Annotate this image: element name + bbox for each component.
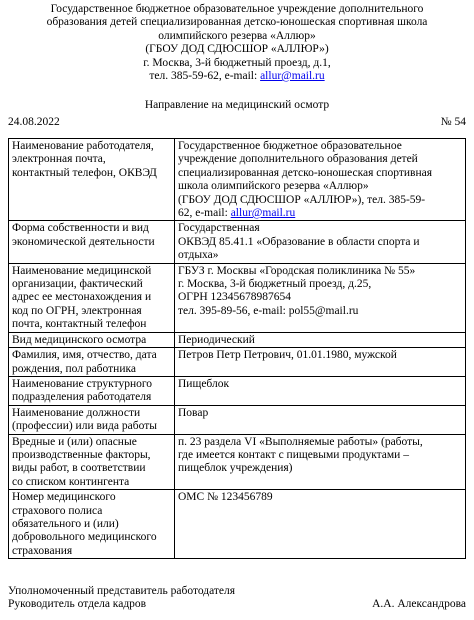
- value-line: Государственное бюджетное образовательное: [178, 140, 402, 152]
- value-line: учреждение дополнительного образования детей: [178, 153, 418, 166]
- value-line: Государственная: [178, 222, 260, 235]
- referral-table: [8, 138, 466, 559]
- value-line: школа олимпийского резерва «Аллюр»: [178, 180, 369, 193]
- row-value: [175, 434, 466, 490]
- value-line: Повар: [178, 406, 209, 419]
- label-line: производственные факторы,: [12, 448, 151, 461]
- value-line: г. Москва, 3-й бюджетный проезд, д.25,: [178, 278, 372, 291]
- label-line: Фамилия, имя, отчество, дата: [12, 349, 157, 362]
- label-line: рождения, пол работника: [12, 362, 136, 375]
- table-row: [9, 263, 466, 332]
- label-line: контактный телефон, ОКВЭД: [12, 166, 157, 179]
- organization-header: [8, 3, 466, 83]
- value-line: ОМС № 123456789: [178, 491, 273, 504]
- label-line: страхового полиса: [12, 504, 103, 517]
- label-line: подразделения работодателя: [12, 391, 152, 404]
- table-row: [9, 139, 466, 221]
- row-value: [175, 376, 466, 405]
- value-line: п. 23 раздела VI «Выполняемые работы» (работы,: [178, 435, 423, 448]
- label-line: Наименование должности: [12, 406, 141, 419]
- signature-block: [8, 585, 466, 612]
- header-line: (ГБОУ ДОД СДЮСШОР «АЛЛЮР»): [145, 43, 329, 56]
- row-value: [175, 221, 466, 263]
- document-number: № 54: [440, 116, 466, 128]
- row-label: [9, 139, 175, 221]
- row-value: [175, 332, 466, 347]
- label-line: электронная почта,: [12, 153, 106, 166]
- label-line: со списком контингента: [12, 475, 130, 488]
- row-label: [9, 348, 175, 377]
- label-line: виды работ, в соответствии: [12, 462, 146, 475]
- value-line: Петров Петр Петрович, 01.01.1980, мужской: [178, 349, 397, 362]
- value-line: ОКВЭД 85.41.1 «Образование в области спорта и: [178, 235, 420, 248]
- label-line: Наименование работодателя,: [12, 140, 154, 152]
- row-label: [9, 434, 175, 490]
- header-contact-line: [8, 70, 466, 83]
- row-label: [9, 332, 175, 347]
- employer-email-link[interactable]: allur@mail.ru: [230, 207, 296, 220]
- row-label: [9, 490, 175, 559]
- row-value: [175, 263, 466, 332]
- table-row: [9, 405, 466, 434]
- label-line: Номер медицинского: [12, 491, 116, 504]
- label-line: страхования: [12, 544, 73, 557]
- table-row: [9, 376, 466, 405]
- value-line: пищеблок учреждения): [178, 462, 293, 475]
- header-line: олимпийского резерва «Аллюр»: [158, 29, 316, 42]
- row-value: [175, 405, 466, 434]
- header-email-link[interactable]: allur@mail.ru: [260, 70, 325, 83]
- value-line: (ГБОУ ДОД СДЮСШОР «АЛЛЮР»), тел. 385-59-: [178, 193, 426, 206]
- label-line: адрес ее местонахождения и: [12, 291, 152, 304]
- representative-caption: Уполномоченный представитель работодателя: [8, 585, 236, 597]
- value-line: ОГРН 12345678987654: [178, 291, 292, 304]
- table-row: [9, 490, 466, 559]
- label-line: добровольного медицинского: [12, 531, 157, 544]
- label-line: Вид медицинского осмотра: [12, 333, 147, 346]
- table-row: [9, 332, 466, 347]
- row-value: [175, 348, 466, 377]
- document-date: 24.08.2022: [8, 116, 60, 128]
- table-row: [9, 434, 466, 490]
- header-line: Государственное бюджетное образовательное учреждение дополнительного: [50, 3, 424, 15]
- label-line: обязательного и (или): [12, 517, 119, 530]
- label-line: почта, контактный телефон: [12, 318, 147, 331]
- table-row: [9, 348, 466, 377]
- value-line: где имеется контакт с пищевыми продуктами –: [178, 448, 409, 461]
- value-line: тел. 395-89-56, e-mail: pol55@mail.ru: [178, 304, 359, 317]
- document-title: Направление на медицинский осмотр: [144, 99, 330, 111]
- label-line: (профессии) или вида работы: [12, 420, 157, 433]
- value-line: ГБУЗ г. Москвы «Городская поликлиника № 55»: [178, 264, 416, 277]
- value-line: Периодический: [178, 333, 255, 346]
- value-line: специализированная детско-юношеская спортивная: [178, 166, 433, 179]
- row-label: [9, 221, 175, 263]
- signer-name: А.А. Александрова: [372, 598, 466, 611]
- label-line: Наименование структурного: [12, 377, 153, 390]
- signer-position: Руководитель отдела кадров: [8, 598, 147, 611]
- value-line: отдыха»: [178, 249, 219, 262]
- value-email-prefix: 62, e-mail:: [178, 207, 231, 220]
- row-label: [9, 405, 175, 434]
- label-line: Наименование медицинской: [12, 264, 152, 277]
- label-line: организации, фактический: [12, 278, 143, 291]
- row-value: [175, 490, 466, 559]
- table-row: [9, 221, 466, 263]
- header-contact-prefix: тел. 385-59-62, e-mail:: [149, 70, 261, 83]
- label-line: Форма собственности и вид: [12, 222, 149, 235]
- value-line: Пищеблок: [178, 377, 230, 390]
- date-number-line: [8, 116, 466, 129]
- label-line: код по ОГРН, электронная: [12, 304, 142, 317]
- label-line: Вредные и (или) опасные: [12, 435, 137, 448]
- header-line: г. Москва, 3-й бюджетный проезд, д.1,: [143, 56, 331, 69]
- row-label: [9, 263, 175, 332]
- header-line: образования детей специализированная детско-юношеская спортивная школа: [46, 16, 428, 29]
- signature-line: [8, 598, 466, 611]
- value-line: [178, 207, 463, 220]
- label-line: экономической деятельности: [12, 235, 155, 248]
- row-value: [175, 139, 466, 221]
- row-label: [9, 376, 175, 405]
